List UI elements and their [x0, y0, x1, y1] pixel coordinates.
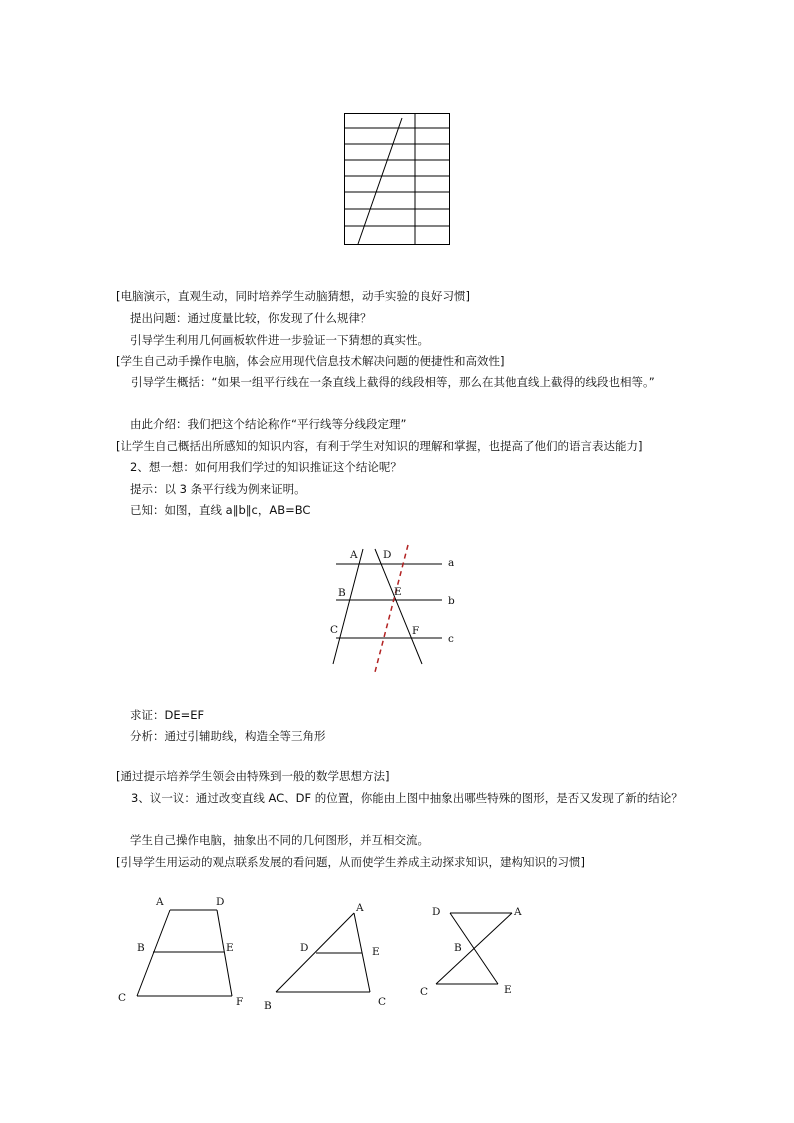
tri-label-C: C — [378, 996, 387, 1008]
paragraph-think: 2、想一想：如何用我们学过的知识推证这个结论呢？ — [130, 460, 402, 474]
trap-label-C: C — [118, 992, 127, 1004]
bow-label-D: D — [432, 906, 441, 918]
trap-label-E: E — [226, 942, 234, 954]
paragraph-discuss: 3、议一议：通过改变直线 AC、DF 的位置，你能由上图中抽象出哪些特殊的图形，是否又发现了新的结论？ — [131, 791, 683, 805]
tri-label-E: E — [372, 946, 380, 958]
label-b: b — [448, 595, 455, 607]
label-c: c — [448, 633, 454, 645]
bow-label-E: E — [504, 984, 512, 996]
transversal-AC — [333, 549, 363, 664]
bow-label-C: C — [420, 986, 429, 998]
paragraph-given: 已知：如图，直线 a∥b∥c，AB=BC — [130, 503, 311, 517]
paragraph-analysis: 分析：通过引辅助线，构造全等三角形 — [130, 729, 326, 743]
tri-label-B: B — [264, 1000, 272, 1012]
label-C: C — [330, 624, 339, 636]
paragraph-comment-3: [让学生自己概括出所感知的知识内容，有利于学生对知识的理解和掌握，也提高了他们的语言表达能力] — [116, 439, 643, 453]
paragraph-prove: 求证：DE=EF — [130, 708, 205, 722]
tri-label-A: A — [356, 902, 364, 914]
paragraph-hint: 提示：以 3 条平行线为例来证明。 — [130, 482, 306, 496]
label-B: B — [338, 587, 346, 599]
trap-label-F: F — [236, 996, 244, 1008]
figure-bowtie — [416, 893, 546, 1013]
paragraph-comment-5: [引导学生用运动的观点联系发展的看问题，从而使学生养成主动探求知识，建构知识的习惯] — [116, 855, 585, 869]
label-a: a — [448, 557, 455, 569]
label-E: E — [394, 586, 402, 598]
figure-parallel-lines — [330, 544, 470, 674]
transversal-DF — [375, 549, 422, 664]
figure-ruled-grid — [344, 113, 454, 248]
paragraph-comment-1: [电脑演示，直观生动，同时培养学生动脑猜想，动手实验的良好习惯] — [116, 289, 470, 303]
label-A: A — [350, 549, 358, 561]
paragraph-student-practice: 学生自己操作电脑，抽象出不同的几何图形，并互相交流。 — [130, 833, 429, 847]
trap-label-B: B — [137, 942, 145, 954]
tri-label-D: D — [300, 942, 309, 954]
paragraph-guide-summarize: 引导学生概括：“如果一组平行线在一条直线上截得的线段相等，那么在其他直线上截得的线段也相等。” — [131, 375, 655, 389]
paragraph-question: 提出问题：通过度量比较，你发现了什么规律？ — [130, 311, 372, 325]
bow-label-B: B — [454, 942, 462, 954]
bow-label-A: A — [514, 906, 522, 918]
paragraph-comment-4: [通过提示培养学生领会由特殊到一般的数学思想方法] — [116, 769, 390, 783]
paragraph-guide-verify: 引导学生利用几何画板软件进一步验证一下猜想的真实性。 — [130, 333, 429, 347]
paragraph-comment-2: [学生自己动手操作电脑，体会应用现代信息技术解决问题的便捷性和高效性] — [116, 354, 505, 368]
label-D: D — [383, 549, 392, 561]
figure-trapezoid — [112, 893, 252, 1023]
label-F: F — [412, 625, 420, 637]
figure-triangle — [262, 893, 402, 1023]
paragraph-theorem-intro: 由此介绍：我们把这个结论称作“平行线等分线段定理” — [130, 417, 407, 431]
trap-label-A: A — [156, 896, 164, 908]
trap-label-D: D — [216, 896, 225, 908]
